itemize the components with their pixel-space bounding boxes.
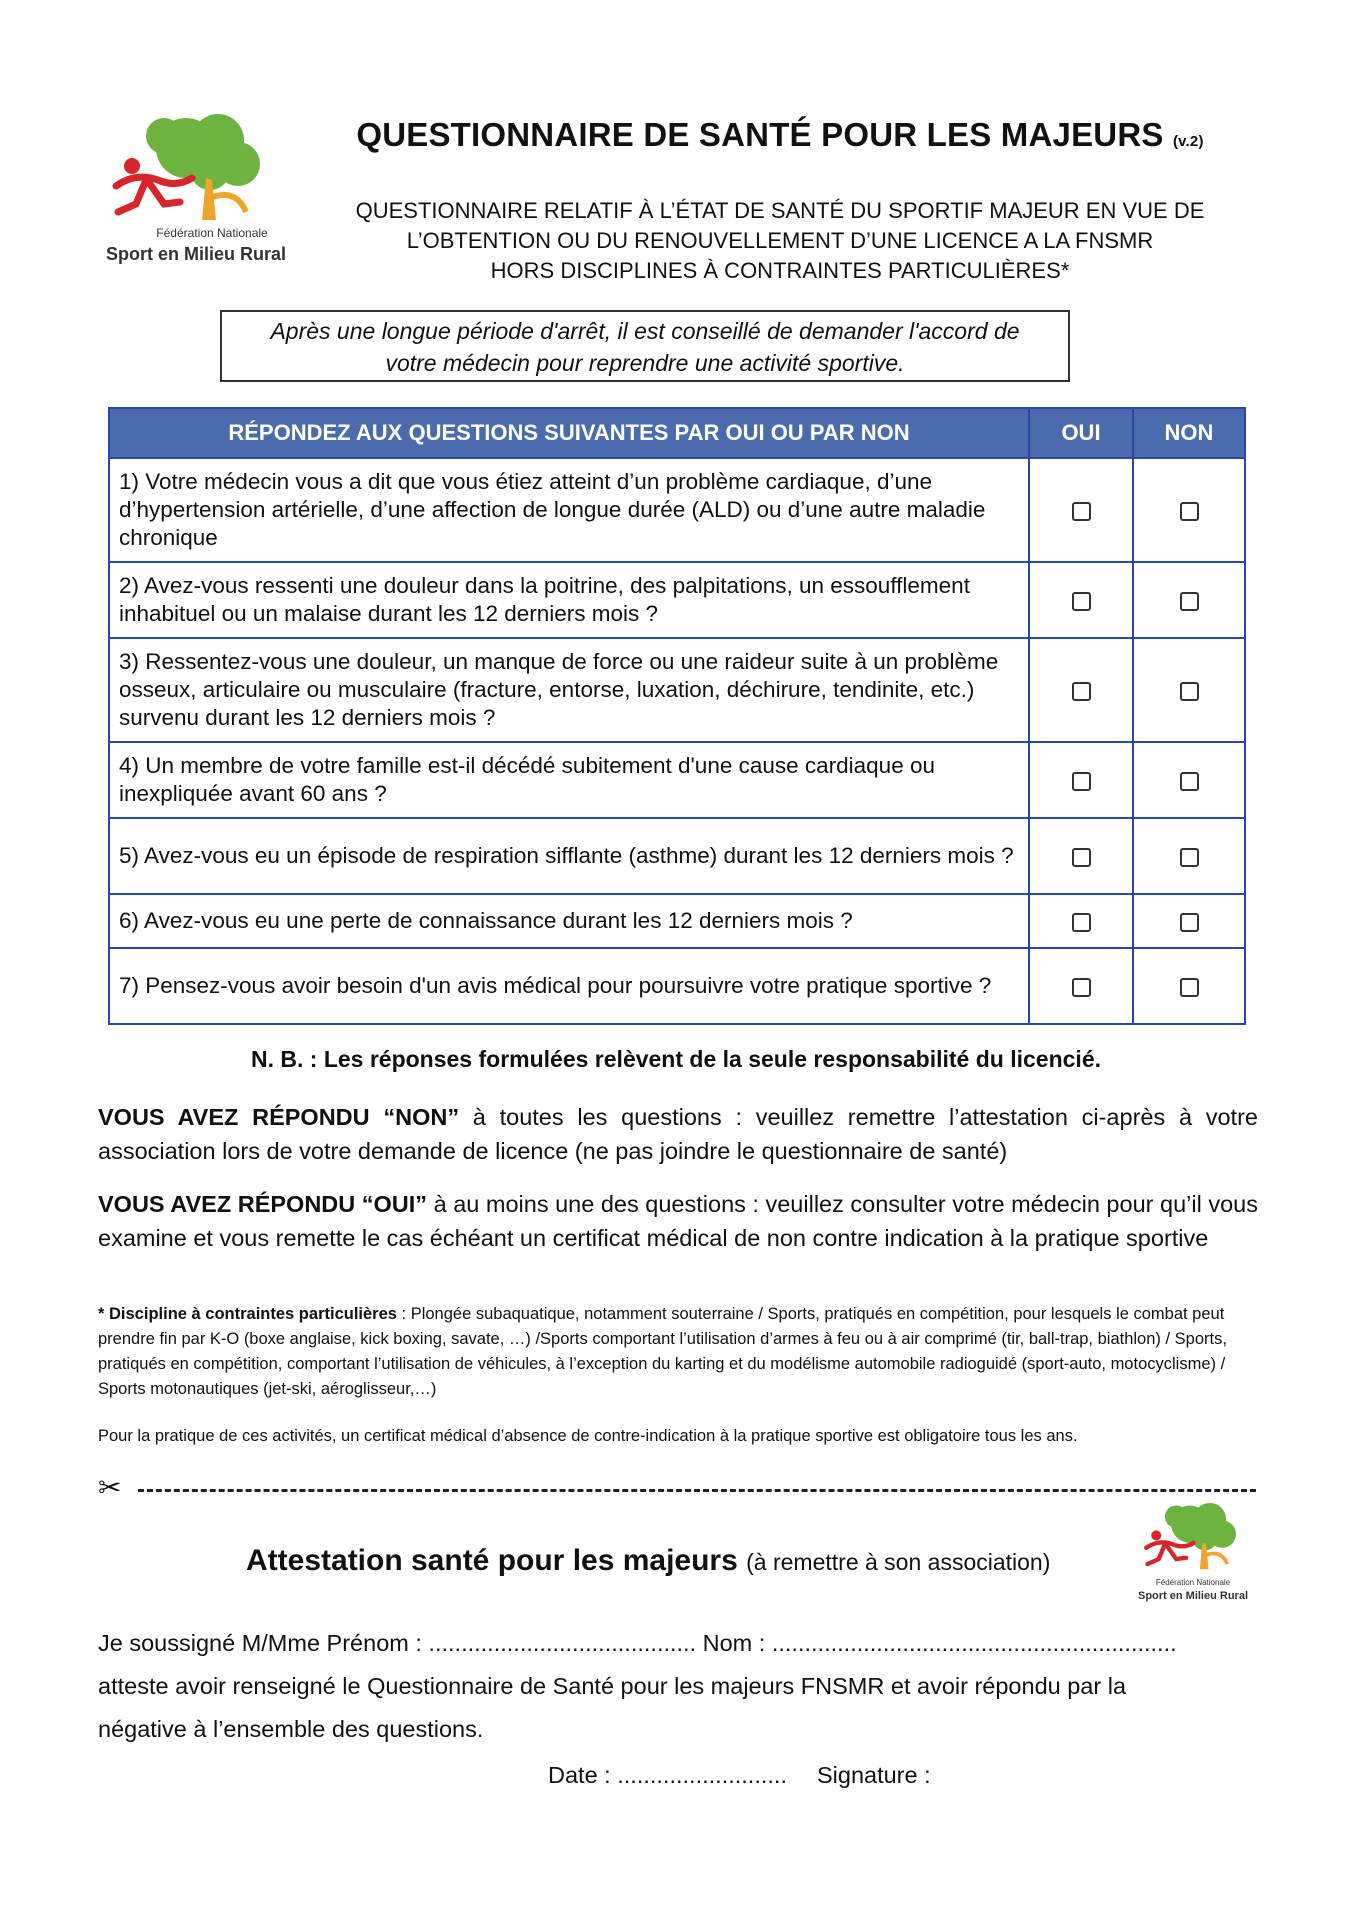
answer-no-lead: VOUS AVEZ RÉPONDU “NON” <box>98 1104 460 1130</box>
title-version: (v.2) <box>1172 133 1204 150</box>
subtitle-line: QUESTIONNAIRE RELATIF À L’ÉTAT DE SANTÉ DU SPORTIF MAJEUR EN VUE DE <box>355 198 1205 223</box>
question-text: 5) Avez-vous eu un épisode de respiration sifflante (asthme) durant les 12 derniers mois ? <box>109 818 1029 894</box>
notice-box <box>220 310 1070 382</box>
tree-runner-icon <box>106 108 276 226</box>
page-title <box>300 116 1260 154</box>
question-text: 2) Avez-vous ressenti une douleur dans la poitrine, des palpitations, un essoufflement inhabituel ou un malaise durant les 12 derniers mois ? <box>109 562 1029 638</box>
notice-line: Après une longue période d'arrêt, il est conseillé de demander l'accord de <box>270 318 1020 344</box>
oui-cell <box>1029 562 1133 638</box>
fnsmr-logo-small <box>1128 1498 1258 1610</box>
attestation-title-text: Attestation santé pour les majeurs <box>246 1544 738 1577</box>
signature-label: Signature : <box>816 1762 931 1788</box>
oui-cell <box>1029 458 1133 562</box>
questions-table <box>108 407 1246 1025</box>
non-cell <box>1133 742 1245 818</box>
non-checkbox[interactable] <box>1180 848 1199 867</box>
oui-checkbox[interactable] <box>1072 978 1091 997</box>
non-cell <box>1133 562 1245 638</box>
title-text: QUESTIONNAIRE DE SANTÉ POUR LES MAJEURS <box>356 116 1164 153</box>
non-cell <box>1133 638 1245 742</box>
notice-line: votre médecin pour reprendre une activité sportive. <box>385 350 905 376</box>
header-oui: OUI <box>1029 408 1133 458</box>
non-cell <box>1133 948 1245 1024</box>
non-cell <box>1133 894 1245 948</box>
table-row <box>109 948 1245 1024</box>
footnote <box>98 1302 1258 1402</box>
page-subtitle <box>330 196 1230 286</box>
answer-yes-text: à au moins une des questions : veuillez consulter votre médecin pour qu’il vous examine et vous remette le cas échéant un certificat médical de non contre indication à la pratique sportive <box>98 1191 1258 1251</box>
subtitle-line: L’OBTENTION OU DU RENOUVELLEMENT D’UNE LICENCE A LA FNSMR <box>406 228 1154 253</box>
non-cell <box>1133 458 1245 562</box>
non-cell <box>1133 818 1245 894</box>
table-header-row <box>109 408 1245 458</box>
table-row <box>109 638 1245 742</box>
header-non: NON <box>1133 408 1245 458</box>
subtitle-line: HORS DISCIPLINES À CONTRAINTES PARTICULIÈRES* <box>490 258 1070 283</box>
table-row <box>109 818 1245 894</box>
attestation-subtitle: (à remettre à son association) <box>746 1549 1051 1575</box>
logo-sport-text: Sport en Milieu Rural <box>1137 1590 1248 1602</box>
logo-sport-text: Sport en Milieu Rural <box>105 244 287 264</box>
oui-checkbox[interactable] <box>1072 848 1091 867</box>
non-checkbox[interactable] <box>1180 913 1199 932</box>
question-text: 6) Avez-vous eu une perte de connaissance durant les 12 derniers mois ? <box>109 894 1029 948</box>
non-checkbox[interactable] <box>1180 592 1199 611</box>
scissors-icon: ✂ <box>98 1472 122 1503</box>
table-row <box>109 562 1245 638</box>
answer-no-text: à toutes les questions : veuillez remettre l’attestation ci-après à votre association lors de votre demande de licence (ne pas joindre le questionnaire de santé) <box>98 1104 1258 1164</box>
attestation-text-line: négative à l’ensemble des questions. <box>98 1716 484 1742</box>
non-checkbox[interactable] <box>1180 502 1199 521</box>
table-row <box>109 742 1245 818</box>
non-checkbox[interactable] <box>1180 772 1199 791</box>
footnote-lead: * Discipline à contraintes particulières <box>98 1305 397 1323</box>
oui-cell <box>1029 818 1133 894</box>
logo-federation-text: Fédération Nationale <box>1155 1578 1231 1587</box>
oui-checkbox[interactable] <box>1072 592 1091 611</box>
header-question: RÉPONDEZ AUX QUESTIONS SUIVANTES PAR OUI OU PAR NON <box>109 408 1029 458</box>
tree-runner-icon <box>1140 1498 1246 1574</box>
attestation-title <box>246 1544 1050 1578</box>
non-checkbox[interactable] <box>1180 682 1199 701</box>
cut-line <box>98 1472 1258 1505</box>
question-text: 4) Un membre de votre famille est-il décédé subitement d'une cause cardiaque ou inexpliquée avant 60 ans ? <box>109 742 1029 818</box>
oui-cell <box>1029 894 1133 948</box>
dashed-divider <box>138 1489 1256 1492</box>
answer-no-paragraph <box>98 1100 1258 1168</box>
footnote-note: Pour la pratique de ces activités, un certificat médical d’absence de contre-indication à la pratique sportive est obligatoire tous les ans. <box>98 1427 1078 1445</box>
oui-checkbox[interactable] <box>1072 772 1091 791</box>
oui-checkbox[interactable] <box>1072 682 1091 701</box>
date-field: Date : .......................... <box>548 1762 787 1788</box>
oui-cell <box>1029 638 1133 742</box>
question-text: 3) Ressentez-vous une douleur, un manque de force ou une raideur suite à un problème osseux, articulaire ou musculaire (fracture, entorse, luxation, déchirure, tendinite, etc.) survenu durant les 12 derniers mois ? <box>109 638 1029 742</box>
table-row <box>109 894 1245 948</box>
date-signature-line <box>548 1762 931 1789</box>
attestation-name-line: Je soussigné M/Mme Prénom : ......................................... Nom : .............................................................. <box>98 1630 1177 1656</box>
answer-yes-lead: VOUS AVEZ RÉPONDU “OUI” <box>98 1191 428 1217</box>
table-row <box>109 458 1245 562</box>
non-checkbox[interactable] <box>1180 978 1199 997</box>
oui-cell <box>1029 948 1133 1024</box>
fnsmr-logo <box>96 108 296 276</box>
question-text: 1) Votre médecin vous a dit que vous étiez atteint d’un problème cardiaque, d’une d’hypertension artérielle, d’une affection de longue durée (ALD) ou d’une autre maladie chronique <box>109 458 1029 562</box>
oui-cell <box>1029 742 1133 818</box>
footnote-text: : Plongée subaquatique, notamment souterraine / Sports, pratiqués en compétition, pour lesquels le combat peut prendre fin par K-O (boxe anglaise, kick boxing, savate, …) /Sports comportant l’utilisation d’armes à feu ou à air comprimé (tir, ball-trap, biathlon) / Sports, pratiqués en compétition, comportant l’utilisation de véhicules, à l’exception du karting et du modélisme automobile radioguidé (sport-auto, motocyclisme) / Sports motonautiques (jet-ski, aéroglisseur,…) <box>98 1305 1227 1398</box>
oui-checkbox[interactable] <box>1072 913 1091 932</box>
nb-note: N. B. : Les réponses formulées relèvent de la seule responsabilité du licencié. <box>250 1046 1102 1072</box>
answer-yes-paragraph <box>98 1187 1258 1255</box>
question-text: 7) Pensez-vous avoir besoin d'un avis médical pour poursuivre votre pratique sportive ? <box>109 948 1029 1024</box>
logo-federation-text: Fédération Nationale <box>156 226 268 240</box>
attestation-text-line: atteste avoir renseigné le Questionnaire de Santé pour les majeurs FNSMR et avoir répondu par la <box>98 1673 1127 1699</box>
oui-checkbox[interactable] <box>1072 502 1091 521</box>
